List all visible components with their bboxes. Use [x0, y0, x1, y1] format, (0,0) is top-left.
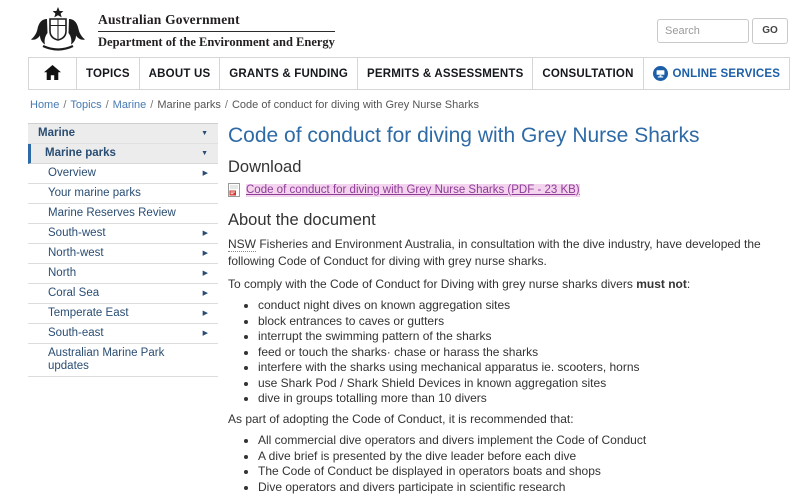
breadcrumb-topics[interactable]: Topics — [70, 99, 102, 111]
search-input[interactable] — [657, 19, 749, 43]
main-content — [218, 123, 790, 494]
about-heading: About the document — [228, 211, 376, 229]
sidebar-label: Australian Marine Park updates — [48, 347, 165, 372]
list-item: • The Code of Conduct be displayed in operators boats and shops — [258, 465, 790, 478]
nav-consultation[interactable] — [533, 58, 643, 89]
chevron-right-icon: ▶ — [202, 330, 208, 337]
nav-label: ONLINE SERVICES — [672, 67, 781, 80]
comply-bold-text: must not — [636, 277, 687, 291]
recommend-list — [228, 434, 790, 494]
pdf-download-link[interactable]: Code of conduct for diving with Grey Nurse Sharks (PDF - 23 KB) — [246, 183, 580, 196]
sidebar-item-south-east[interactable] — [28, 324, 218, 344]
pdf-icon — [228, 183, 240, 197]
chevron-right-icon: ▶ — [202, 310, 208, 317]
breadcrumb-marine[interactable]: Marine — [112, 99, 147, 111]
chevron-right-icon: ▶ — [202, 270, 208, 277]
breadcrumb-separator: / — [224, 99, 228, 111]
sidebar-label: North-west — [48, 247, 104, 259]
sidebar-label: Marine Reserves Review — [48, 207, 176, 219]
coat-of-arms-icon — [30, 6, 86, 56]
chevron-right-icon: ▶ — [202, 250, 208, 257]
gov-title: Australian Government — [98, 12, 335, 32]
sidebar-label: Coral Sea — [48, 287, 100, 299]
list-item: • dive in groups totalling more than 10 divers — [258, 392, 790, 405]
list-item: • All commercial dive operators and divers implement the Code of Conduct — [258, 434, 790, 447]
list-item: • conduct night dives on known aggregation sites — [258, 299, 790, 312]
sidebar-item-temperate-east[interactable] — [28, 304, 218, 324]
list-item: • feed or touch the sharks· chase or harass the sharks — [258, 346, 790, 359]
nav-label: CONSULTATION — [542, 67, 634, 80]
sidebar-label: Marine parks — [45, 147, 116, 159]
sidebar-label: Marine — [38, 127, 76, 139]
chevron-right-icon: ▶ — [202, 230, 208, 237]
nav-label: TOPICS — [85, 67, 130, 80]
download-row — [228, 183, 790, 197]
list-item: • A dive brief is presented by the dive leader before each dive — [258, 450, 790, 463]
content-columns — [28, 123, 790, 494]
nav-home[interactable] — [29, 58, 77, 89]
breadcrumb — [30, 99, 790, 111]
sidebar-item-your-marine-parks[interactable] — [28, 184, 218, 204]
breadcrumb-marine-parks: Marine parks — [157, 99, 221, 111]
nav-label: PERMITS & ASSESSMENTS — [366, 67, 524, 80]
sidebar-section-marine[interactable] — [28, 124, 218, 144]
nav-label: ABOUT US — [148, 67, 211, 80]
sidebar-item-north[interactable] — [28, 264, 218, 284]
comply-colon: : — [686, 277, 691, 291]
recommend-paragraph: As part of adopting the Code of Conduct, it is recommended that: — [228, 412, 574, 426]
nsw-abbr: NSW — [228, 237, 256, 251]
sidebar-item-south-west[interactable] — [28, 224, 218, 244]
main-nav — [28, 57, 790, 90]
breadcrumb-separator: / — [150, 99, 154, 111]
site-header — [0, 0, 800, 57]
breadcrumb-home[interactable]: Home — [30, 99, 60, 111]
search-go-button[interactable]: GO — [752, 18, 788, 44]
sidebar-label: South-east — [48, 327, 104, 339]
sidebar-item-coral-sea[interactable] — [28, 284, 218, 304]
intro-text: Fisheries and Environment Australia, in consultation with the dive industry, have developed the following Code of Conduct for diving with grey nurse sharks. — [228, 237, 761, 268]
sidebar-item-amp-updates[interactable] — [28, 344, 218, 377]
sidebar-label: Overview — [48, 167, 96, 179]
sidebar-section-marine-parks[interactable] — [28, 144, 218, 164]
download-heading: Download — [228, 158, 302, 176]
nav-grants-funding[interactable] — [220, 58, 358, 89]
intro-paragraph — [228, 236, 790, 270]
sidebar-label: South-west — [48, 227, 106, 239]
nav-topics[interactable] — [77, 58, 140, 89]
sidebar-label: Your marine parks — [48, 187, 141, 199]
chevron-down-icon: ▼ — [201, 150, 208, 157]
breadcrumb-separator: / — [105, 99, 109, 111]
list-item: • Dive operators and divers participate in scientific research — [258, 481, 790, 494]
list-item: • block entrances to caves or gutters — [258, 315, 790, 328]
nav-online-services[interactable] — [644, 58, 790, 89]
home-icon — [44, 65, 61, 83]
page-title: Code of conduct for diving with Grey Nurse Sharks — [228, 124, 700, 147]
list-item: • interfere with the sharks using mechanical apparatus ie. scooters, horns — [258, 361, 790, 374]
chevron-right-icon: ▶ — [202, 170, 208, 177]
nav-label: GRANTS & FUNDING — [229, 67, 349, 80]
sidebar-item-marine-reserves-review[interactable] — [28, 204, 218, 224]
nav-permits-assessments[interactable] — [358, 58, 533, 89]
department-title: Department of the Environment and Energy — [98, 34, 335, 49]
sidebar-item-north-west[interactable] — [28, 244, 218, 264]
sidebar-label: Temperate East — [48, 307, 129, 319]
comply-text: To comply with the Code of Conduct for Diving with grey nurse sharks divers — [228, 277, 637, 291]
search-area — [657, 18, 788, 44]
sidebar-item-overview[interactable] — [28, 164, 218, 184]
nav-about-us[interactable] — [140, 58, 221, 89]
comply-paragraph — [228, 276, 790, 293]
sidebar-nav — [28, 123, 218, 377]
must-not-list — [228, 299, 790, 405]
list-item: • interrupt the swimming pattern of the sharks — [258, 330, 790, 343]
site-logo-text — [98, 12, 335, 50]
chevron-down-icon: ▼ — [201, 130, 208, 137]
breadcrumb-current: Code of conduct for diving with Grey Nurse Sharks — [231, 99, 479, 111]
chevron-right-icon: ▶ — [202, 290, 208, 297]
breadcrumb-separator: / — [63, 99, 67, 111]
online-services-icon — [653, 66, 668, 81]
list-item: • use Shark Pod / Shark Shield Devices in known aggregation sites — [258, 377, 790, 390]
sidebar-label: North — [48, 267, 77, 279]
